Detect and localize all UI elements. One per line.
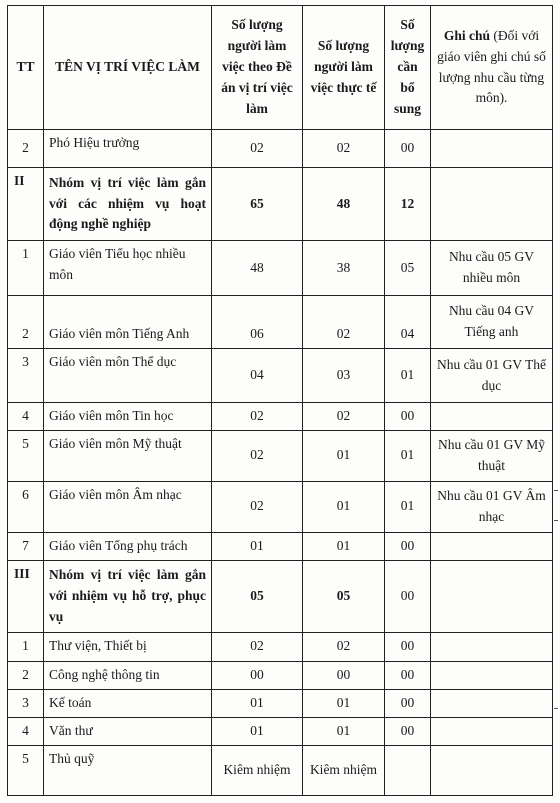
table-row <box>8 296 553 349</box>
header-note <box>431 6 553 130</box>
row-supplement: 00 <box>385 560 431 632</box>
header-actual: Số lượng người làm việc thực tế <box>303 6 385 130</box>
table-row <box>8 130 553 168</box>
row-name: Giáo viên môn Tiếng Anh <box>44 296 212 349</box>
header-name: TÊN VỊ TRÍ VIỆC LÀM <box>44 6 212 130</box>
row-plan: 02 <box>212 481 303 532</box>
row-tt: 2 <box>8 130 44 168</box>
row-tt: II <box>8 168 44 241</box>
row-note <box>431 532 553 560</box>
row-actual: 02 <box>303 632 385 661</box>
row-tt: 5 <box>8 745 44 795</box>
row-plan: 48 <box>212 241 303 296</box>
scan-mark <box>554 520 558 521</box>
row-name: Giáo viên môn Thể dục <box>44 349 212 403</box>
table-row <box>8 661 553 689</box>
row-note <box>431 403 553 431</box>
row-supplement: 00 <box>385 661 431 689</box>
table-row <box>8 241 553 296</box>
row-name: Giáo viên môn Tin học <box>44 403 212 431</box>
table-row <box>8 717 553 745</box>
header-row <box>8 6 553 130</box>
row-name: Giáo viên Tiểu học nhiều môn <box>44 241 212 296</box>
row-note <box>431 632 553 661</box>
row-note <box>431 661 553 689</box>
row-tt: 4 <box>8 717 44 745</box>
row-tt: 7 <box>8 532 44 560</box>
row-tt: 2 <box>8 661 44 689</box>
row-plan: 02 <box>212 632 303 661</box>
row-actual: 02 <box>303 130 385 168</box>
row-name: Thủ quỹ <box>44 745 212 795</box>
row-tt: III <box>8 560 44 632</box>
row-plan: 04 <box>212 349 303 403</box>
row-name: Giáo viên Tổng phụ trách <box>44 532 212 560</box>
row-tt: 6 <box>8 481 44 532</box>
scan-mark <box>554 708 558 709</box>
row-actual: 02 <box>303 296 385 349</box>
row-supplement: 04 <box>385 296 431 349</box>
table-row <box>8 532 553 560</box>
table-row <box>8 481 553 532</box>
row-supplement: 00 <box>385 632 431 661</box>
row-note <box>431 717 553 745</box>
row-plan: 02 <box>212 403 303 431</box>
row-note: Nhu cầu 05 GV nhiều môn <box>431 241 553 296</box>
row-actual: 01 <box>303 481 385 532</box>
row-actual: 03 <box>303 349 385 403</box>
row-supplement: 01 <box>385 430 431 481</box>
row-plan: 01 <box>212 532 303 560</box>
row-tt: 1 <box>8 241 44 296</box>
row-actual: 48 <box>303 168 385 241</box>
staffing-table <box>7 5 553 796</box>
row-supplement: 00 <box>385 130 431 168</box>
row-plan: 02 <box>212 130 303 168</box>
row-plan: 02 <box>212 430 303 481</box>
row-actual: 01 <box>303 532 385 560</box>
row-note: Nhu cầu 04 GV Tiếng anh <box>431 296 553 349</box>
row-plan: 05 <box>212 560 303 632</box>
row-tt: 3 <box>8 349 44 403</box>
row-name: Nhóm vị trí việc làm gắn với các nhiệm vụ hoạt động nghề nghiệp <box>44 168 212 241</box>
table-row <box>8 430 553 481</box>
row-tt: 2 <box>8 296 44 349</box>
row-actual: 00 <box>303 661 385 689</box>
row-name: Công nghệ thông tin <box>44 661 212 689</box>
row-name: Văn thư <box>44 717 212 745</box>
row-plan: 01 <box>212 689 303 717</box>
row-supplement: 00 <box>385 403 431 431</box>
row-note <box>431 130 553 168</box>
header-note-rest: (Đối với giáo viên ghi chú số lượng nhu cầu từng môn). <box>437 27 546 106</box>
table-row <box>8 745 553 795</box>
table-row <box>8 560 553 632</box>
row-supplement: 00 <box>385 689 431 717</box>
row-actual: 01 <box>303 430 385 481</box>
row-plan: Kiêm nhiệm <box>212 745 303 795</box>
row-tt: 5 <box>8 430 44 481</box>
row-tt: 4 <box>8 403 44 431</box>
table-row <box>8 403 553 431</box>
row-plan: 06 <box>212 296 303 349</box>
row-actual: 01 <box>303 689 385 717</box>
row-name: Giáo viên môn Âm nhạc <box>44 481 212 532</box>
row-name: Nhóm vị trí việc làm gắn với nhiệm vụ hỗ trợ, phục vụ <box>44 560 212 632</box>
row-actual: 02 <box>303 403 385 431</box>
header-tt: TT <box>8 6 44 130</box>
row-supplement: 00 <box>385 532 431 560</box>
row-supplement: 05 <box>385 241 431 296</box>
row-actual: 38 <box>303 241 385 296</box>
row-tt: 3 <box>8 689 44 717</box>
row-actual: 01 <box>303 717 385 745</box>
table-row <box>8 168 553 241</box>
row-name: Giáo viên môn Mỹ thuật <box>44 430 212 481</box>
table-row <box>8 349 553 403</box>
row-name: Kế toán <box>44 689 212 717</box>
row-note: Nhu cầu 01 GV Âm nhạc <box>431 481 553 532</box>
row-supplement: 00 <box>385 717 431 745</box>
row-supplement: 01 <box>385 481 431 532</box>
row-supplement <box>385 745 431 795</box>
row-plan: 01 <box>212 717 303 745</box>
scan-mark <box>554 490 558 491</box>
row-plan: 00 <box>212 661 303 689</box>
row-plan: 65 <box>212 168 303 241</box>
row-note: Nhu cầu 01 GV Mỹ thuật <box>431 430 553 481</box>
header-plan: Số lượng người làm việc theo Đề án vị trí việc làm <box>212 6 303 130</box>
row-name: Thư viện, Thiết bị <box>44 632 212 661</box>
table-row <box>8 689 553 717</box>
row-note <box>431 745 553 795</box>
header-note-bold: Ghi chú <box>443 27 490 43</box>
row-supplement: 01 <box>385 349 431 403</box>
header-supplement: Số lượng cần bổ sung <box>385 6 431 130</box>
row-tt: 1 <box>8 632 44 661</box>
row-note <box>431 168 553 241</box>
row-actual: Kiêm nhiệm <box>303 745 385 795</box>
row-name: Phó Hiệu trưởng <box>44 130 212 168</box>
table-row <box>8 632 553 661</box>
row-note <box>431 689 553 717</box>
row-supplement: 12 <box>385 168 431 241</box>
row-note <box>431 560 553 632</box>
row-note: Nhu cầu 01 GV Thể dục <box>431 349 553 403</box>
row-actual: 05 <box>303 560 385 632</box>
